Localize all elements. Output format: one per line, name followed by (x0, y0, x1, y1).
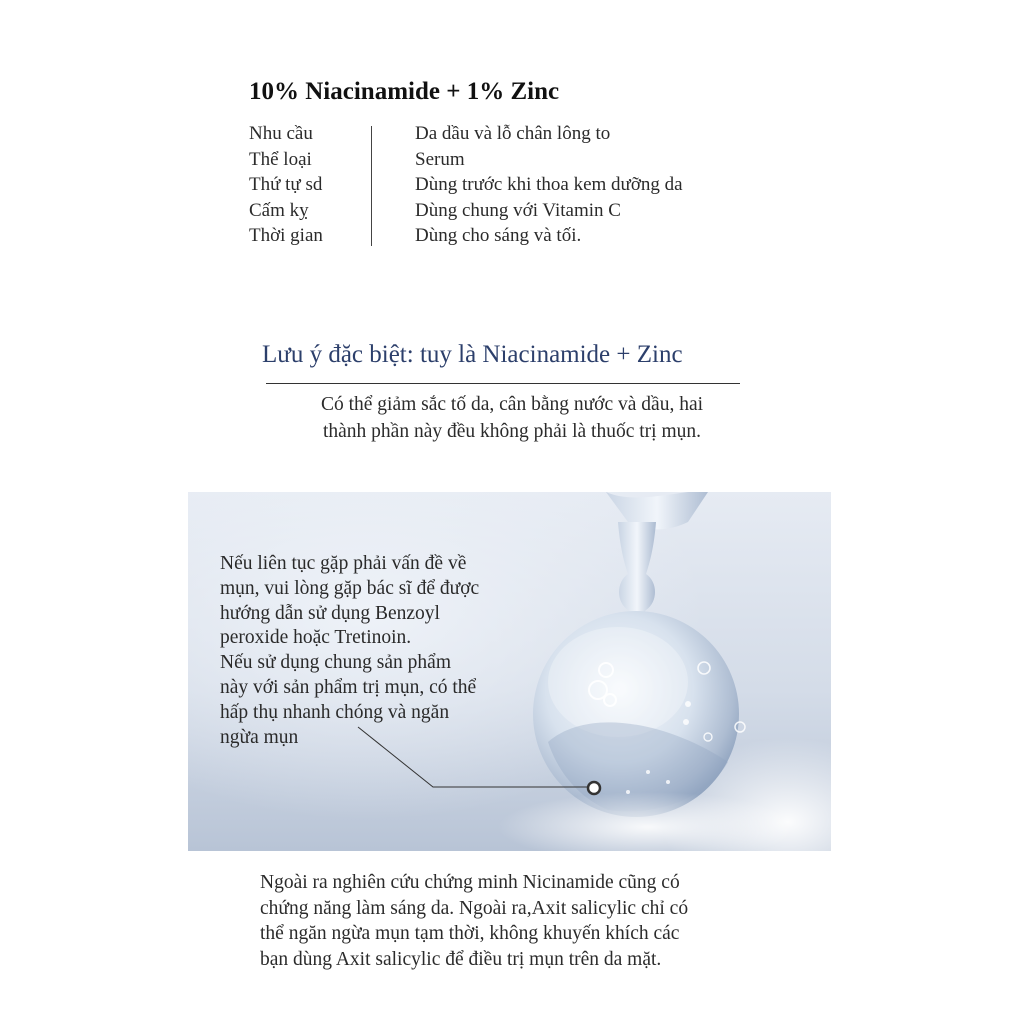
research-note-line-1: Ngoài ra nghiên cứu chứng minh Nicinamide cũng có (260, 872, 680, 893)
spec-value-contraindication: Dùng chung với Vitamin C (415, 199, 621, 221)
acne-advice-line-4: peroxide hoặc Tretinoin. (220, 627, 412, 649)
spec-divider (371, 126, 372, 246)
bubble (683, 719, 689, 725)
spec-label-time: Thời gian (249, 225, 323, 246)
spec-label-contraindication: Cấm kỵ (249, 199, 309, 221)
acne-advice-line-2: mụn, vui lòng gặp bác sĩ để được (220, 577, 480, 599)
research-note (260, 870, 800, 972)
special-note-line-1: Có thể giảm sắc tố da, cân bằng nước và dầu, hai (320, 394, 704, 415)
spec-values (415, 121, 683, 249)
bubble (666, 780, 670, 784)
spec-label-type: Thể loại (249, 148, 312, 170)
spec-value-need: Da dầu và lỗ chân lông to (415, 123, 611, 144)
special-note-heading: Lưu ý đặc biệt: tuy là Niacinamide + Zinc (262, 341, 683, 368)
spec-value-order: Dùng trước khi thoa kem dưỡng da (415, 174, 683, 195)
acne-advice-line-7: hấp thụ nhanh chóng và ngăn (220, 701, 450, 723)
acne-advice-line-5: Nếu sử dụng chung sản phẩm (220, 652, 451, 674)
acne-advice-line-1: Nếu liên tục gặp phải vấn đề về (220, 553, 467, 574)
spec-labels (249, 121, 323, 249)
research-note-line-4: bạn dùng Axit salicylic để điều trị mụn trên da mặt. (260, 948, 662, 970)
spec-label-order: Thứ tự sd (249, 174, 323, 195)
research-note-line-2: chứng năng làm sáng da. Ngoài ra,Axit salicylic chỉ có (260, 897, 689, 919)
serum-photo (188, 492, 831, 851)
acne-advice-line-6: này với sản phẩm trị mụn, có thể (220, 676, 477, 698)
product-title: 10% Niacinamide + 1% Zinc (249, 78, 560, 105)
bubble (646, 770, 650, 774)
light-glow (498, 792, 798, 851)
spec-value-time: Dùng cho sáng và tối. (415, 225, 582, 246)
special-note-divider (266, 383, 740, 384)
special-note-text (262, 391, 762, 445)
research-note-line-3: thể ngăn ngừa mụn tạm thời, không khuyến khích các (260, 923, 680, 944)
acne-advice-line-8: ngừa mụn (220, 726, 299, 748)
spec-value-type: Serum (415, 148, 465, 170)
bubble (685, 701, 691, 707)
acne-advice-text (220, 552, 580, 750)
special-note-line-2: thành phần này đều không phải là thuốc trị mụn. (322, 421, 701, 442)
spec-table (249, 121, 789, 249)
acne-advice-line-3: hướng dẫn sử dụng Benzoyl (220, 602, 440, 624)
dropper-neck-shape (618, 522, 656, 615)
spec-label-need: Nhu cầu (249, 123, 313, 144)
callout-dot-icon (588, 782, 600, 794)
